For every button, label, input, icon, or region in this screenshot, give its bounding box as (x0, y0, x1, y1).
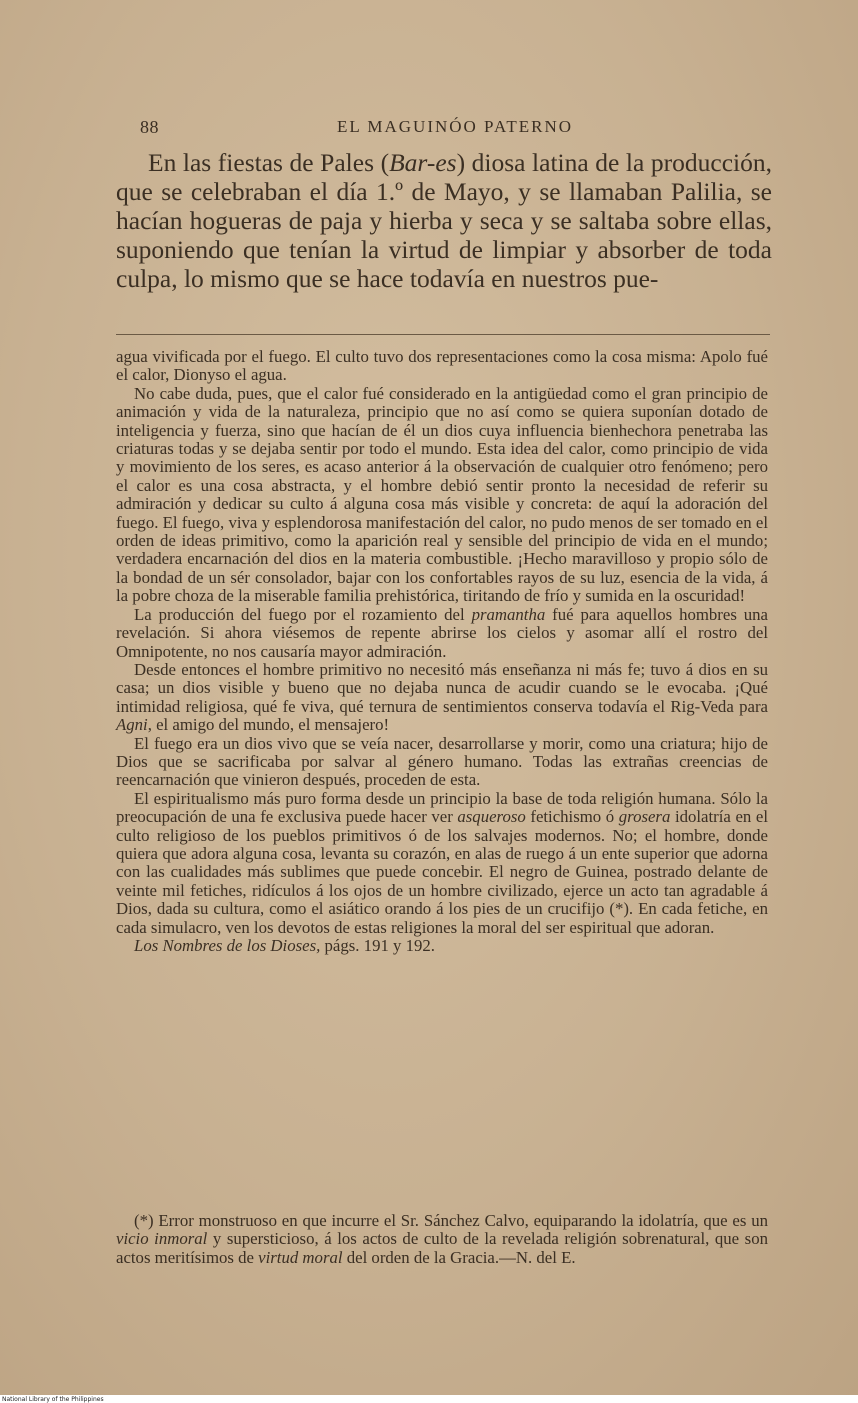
italic-term: asqueroso (457, 807, 526, 827)
text-segment: fetichismo ó (525, 807, 619, 827)
quote-paragraph (116, 790, 768, 937)
quote-paragraph (116, 606, 768, 661)
footnote (116, 1212, 768, 1267)
main-paragraph (116, 148, 772, 293)
italic-term: Agni (116, 715, 148, 735)
citation-pages: págs. 191 y 192. (320, 936, 435, 955)
text-segment: , el amigo del mundo, el mensajero! (147, 715, 390, 735)
quote-paragraph: No cabe duda, pues, que el calor fué considerado en la antigüedad como el gran principio de animación y vida de la naturaleza, principio que no así como se quiera suponían dotado de inteligencia y fuerza, sino que hacían de él un dios cuya influencia bienhechora penetraba las criaturas todas y se dejaba sentir por todo el mundo. Esta idea del calor, como principio de vida y movimiento de los seres, es acaso anterior á la observación de cualquier otro fenómeno; pero el calor es una cosa abstracta, y el hombre debió sentir pronto la necesidad de referir su admiración y dedicar su culto á alguna cosa más visible y concreta: de aquí la adoración del fuego. El fuego, viva y esplendorosa manifestación del calor, no pudo menos de ser tomado en el orden de ideas primitivo, como la aparición real y sensible del principio de vida en el mundo; verdadera encarnación del dios en la materia combustible. ¡Hecho maravilloso y propio sólo de la bondad de un sér consolador, bajar con los confortables rayos de su luz, esencia de la vida, á la pobre choza de la miserable familia prehistórica, tiritando de frío y sumida en la oscuridad! (116, 383, 768, 606)
quote-paragraph: agua vivificada por el fuego. El culto tuvo dos representaciones como la cosa misma: Apolo fué el calor, Dionyso el agua. (116, 347, 768, 385)
text-segment: Desde entonces el hombre primitivo no necesitó más enseñanza ni más fe; tuvo á dios en su casa; un dios visible y bueno que no dejaba nunca de acudir cuando se le evocaba. ¡Qué intimidad religiosa, qué fe viva, qué ternura de sentimientos conserva todavía el Rig-Veda para (116, 659, 768, 716)
quote-paragraph: El fuego era un dios vivo que se veía nacer, desarrollarse y morir, como una criatura; hijo de Dios que se sacrificaba por salvar al género humano. Todas las extrañas creencias de reencarnación que vinieron después, proceden de esta. (116, 733, 768, 790)
text-segment: El espiritualismo más puro forma desde un principio la base de toda religión humana. Sólo la preocupación de una fe exclusiva puede hacer ver (116, 788, 768, 827)
italic-term: virtud moral (258, 1247, 343, 1267)
separator-rule (116, 334, 770, 335)
text-segment: La producción del fuego por el rozamiento del (134, 604, 472, 624)
main-text-italic: Bar-es (389, 148, 457, 177)
page-header (140, 117, 770, 139)
italic-term: pramantha (471, 604, 546, 624)
quote-paragraph (116, 661, 768, 735)
main-text-segment: En las fiestas de Pales ( (148, 148, 390, 177)
text-segment: (*) Error monstruoso en que incurre el Sr. Sánchez Calvo, equiparando la idolatría, que es un (134, 1211, 768, 1230)
italic-term: grosera (618, 807, 671, 827)
text-segment: idolatría en el culto religioso de los pueblos primitivos ó de los salvajes modernos. No; el hombre, donde quiera que adora alguna cosa, levanta su corazón, en alas de ruego á un ente superior que adorna con las cualidades más sublimes que puede concebir. El negro de Guinea, postrado delante de veinte mil fetiches, ridículos á los ojos de un hombre civilizado, ejerce un acto tan agradable á Dios, dada su cultura, como el asiático orando á los pies de un crucifijo (*). En cada fetiche, en cada simulacro, ven los devotos de estas religiones la moral del ser espiritual que adoran. (116, 807, 768, 937)
text-segment: del orden de la Gracia.—N. del E. (342, 1247, 576, 1267)
bottom-strip (0, 1395, 858, 1403)
italic-term: vicio inmoral (116, 1229, 208, 1249)
page-number: 88 (140, 117, 159, 137)
quoted-passage (116, 348, 768, 955)
main-text-segment: ) diosa latina de la producción, que se celebraban el día 1.º de Mayo, y se llamaban Palilia, se hacían hogueras de paja y hierba y seca y se saltaba sobre ellas, suponiendo que tenían la virtud de limpiar y absorber de toda culpa, lo mismo que se hace todavía en nuestros pue- (116, 148, 772, 293)
text-segment: fué para aquellos hombres una revelación. Si ahora viésemos de repente abrirse los cielos y asomar allí el rostro del Omnipotente, no nos causaría mayor admiración. (116, 604, 768, 661)
text-segment: y supersticioso, á los actos de culto de la revelada religión sobrenatural, que son actos meritísimos de (116, 1229, 768, 1267)
library-credit: National Library of the Philippines (2, 1396, 104, 1403)
citation-title: Los Nombres de los Dioses, (134, 936, 321, 955)
footnote-paragraph (116, 1212, 768, 1267)
running-head: EL MAGUINÓO PATERNO (336, 117, 574, 136)
citation (116, 937, 768, 955)
